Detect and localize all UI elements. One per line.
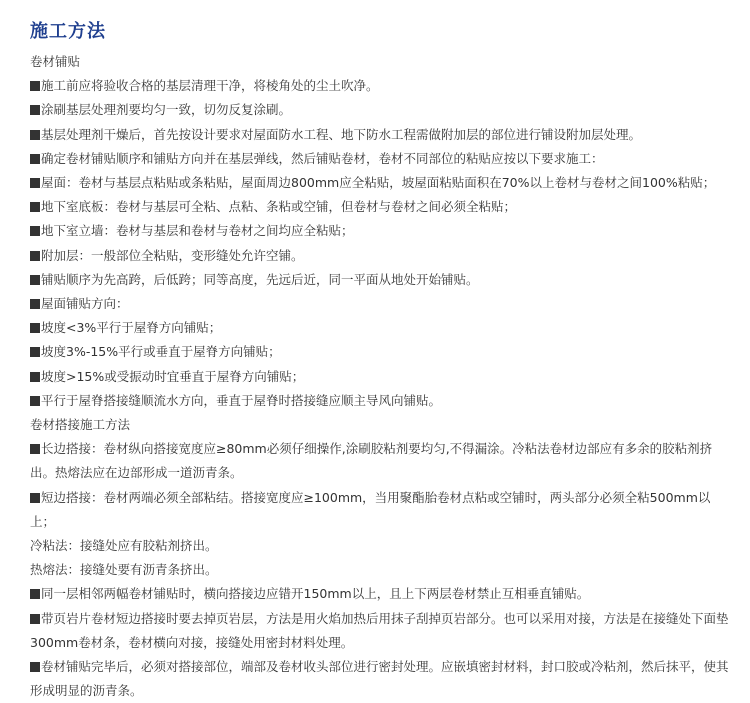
square-bullet-icon <box>30 614 40 624</box>
paragraph-text: 附加层：一般部位全粘贴，变形缝处允许空铺。 <box>41 247 304 263</box>
paragraph-line <box>30 219 732 243</box>
paragraph-text: 平行于屋脊搭接缝顺流水方向，垂直于屋脊时搭接缝应顺主导风向铺贴。 <box>41 392 442 408</box>
square-bullet-icon <box>30 154 40 164</box>
paragraph-text: 热熔法：接缝处要有沥青条挤出。 <box>30 562 218 578</box>
paragraph-text: 冷粘法：接缝处应有胶粘剂挤出。 <box>30 538 218 554</box>
paragraph-text: 卷材铺贴完毕后，必须对搭接部位，端部及卷材收头部位进行密封处理。应嵌填密封材料，封口胶或冷粘剂，然后抹平，使其形成明显的沥青条。 <box>30 659 729 699</box>
paragraph-line <box>30 98 732 122</box>
paragraph-line <box>30 50 732 74</box>
square-bullet-icon <box>30 444 40 454</box>
paragraph-line <box>30 413 732 437</box>
square-bullet-icon <box>30 81 40 91</box>
square-bullet-icon <box>30 323 40 333</box>
paragraph-text: 坡度>15%或受振动时宜垂直于屋脊方向铺贴； <box>41 368 305 384</box>
paragraph-line <box>30 582 732 606</box>
paragraph-line <box>30 244 732 268</box>
square-bullet-icon <box>30 130 40 140</box>
paragraph-line <box>30 437 732 485</box>
paragraph-text: 屋面铺贴方向： <box>41 296 129 312</box>
paragraph-text: 地下室立墙：卷材与基层和卷材与卷材之间均应全粘贴； <box>41 223 354 239</box>
paragraph-text: 屋面：卷材与基层点粘贴或条粘贴，屋面周边800mm应全粘贴，坡屋面粘贴面积在70%以上卷材与卷材之间100%粘贴； <box>41 175 716 191</box>
paragraph-text: 卷材搭接施工方法 <box>30 417 131 433</box>
paragraph-text: 坡度3%-15%平行或垂直于屋脊方向铺贴； <box>41 344 281 360</box>
square-bullet-icon <box>30 589 40 599</box>
paragraph-text: 地下室底板：卷材与基层可全粘、点粘、条粘或空铺，但卷材与卷材之间必须全粘贴； <box>41 199 517 215</box>
square-bullet-icon <box>30 178 40 188</box>
paragraph-line <box>30 292 732 316</box>
paragraph-line <box>30 147 732 171</box>
paragraph-text: 确定卷材铺贴顺序和铺贴方向并在基层弹线，然后铺贴卷材，卷材不同部位的粘贴应按以下要求施工： <box>41 150 604 166</box>
paragraph-line <box>30 389 732 413</box>
paragraph-line <box>30 171 732 195</box>
paragraph-text: 同一层相邻两幅卷材铺贴时，横向搭接边应错开150mm以上，且上下两层卷材禁止互相垂直铺贴。 <box>41 586 590 602</box>
square-bullet-icon <box>30 251 40 261</box>
paragraph-line <box>30 534 732 558</box>
paragraph-text: 带页岩片卷材短边搭接时要去掉页岩层，方法是用火焰加热后用抹子刮掉页岩部分。也可以采用对接，方法是在接缝处下面垫300mm卷材条，卷材横向对接，接缝处用密封材料处理。 <box>30 610 729 650</box>
square-bullet-icon <box>30 226 40 236</box>
paragraph-line <box>30 74 732 98</box>
paragraph-line <box>30 123 732 147</box>
page-title: 施工方法 <box>30 21 106 42</box>
document-body <box>30 50 732 703</box>
square-bullet-icon <box>30 372 40 382</box>
paragraph-line <box>30 268 732 292</box>
paragraph-line <box>30 607 732 655</box>
paragraph-text: 铺贴顺序为先高跨，后低跨；同等高度，先远后近，同一平面从地处开始铺贴。 <box>41 271 479 287</box>
square-bullet-icon <box>30 347 40 357</box>
paragraph-line <box>30 195 732 219</box>
paragraph-line <box>30 486 732 534</box>
square-bullet-icon <box>30 275 40 285</box>
paragraph-line <box>30 655 732 703</box>
square-bullet-icon <box>30 202 40 212</box>
paragraph-text: 短边搭接：卷材两端必须全部粘结。搭接宽度应≥100mm，当用聚酯胎卷材点粘或空铺时，两头部分必须全粘500mm以上； <box>30 489 711 529</box>
paragraph-text: 坡度<3%平行于屋脊方向铺贴； <box>41 320 222 336</box>
paragraph-line <box>30 365 732 389</box>
square-bullet-icon <box>30 396 40 406</box>
paragraph-line <box>30 340 732 364</box>
paragraph-text: 长边搭接：卷材纵向搭接宽度应≥80mm必须仔细操作,涂刷胶粘剂要均匀,不得漏涂。冷粘法卷材边部应有多余的胶粘剂挤出。热熔法应在边部形成一道沥青条。 <box>30 441 713 481</box>
square-bullet-icon <box>30 105 40 115</box>
paragraph-line <box>30 316 732 340</box>
square-bullet-icon <box>30 299 40 309</box>
paragraph-text: 卷材铺贴 <box>30 54 81 69</box>
paragraph-text: 基层处理剂干燥后，首先按设计要求对屋面防水工程、地下防水工程需做附加层的部位进行铺设附加层处理。 <box>41 126 642 142</box>
paragraph-line <box>30 558 732 582</box>
square-bullet-icon <box>30 662 40 672</box>
paragraph-text: 施工前应将验收合格的基层清理干净，将棱角处的尘土吹净。 <box>41 78 379 94</box>
square-bullet-icon <box>30 493 40 503</box>
paragraph-text: 涂刷基层处理剂要均匀一致，切勿反复涂刷。 <box>41 102 292 118</box>
